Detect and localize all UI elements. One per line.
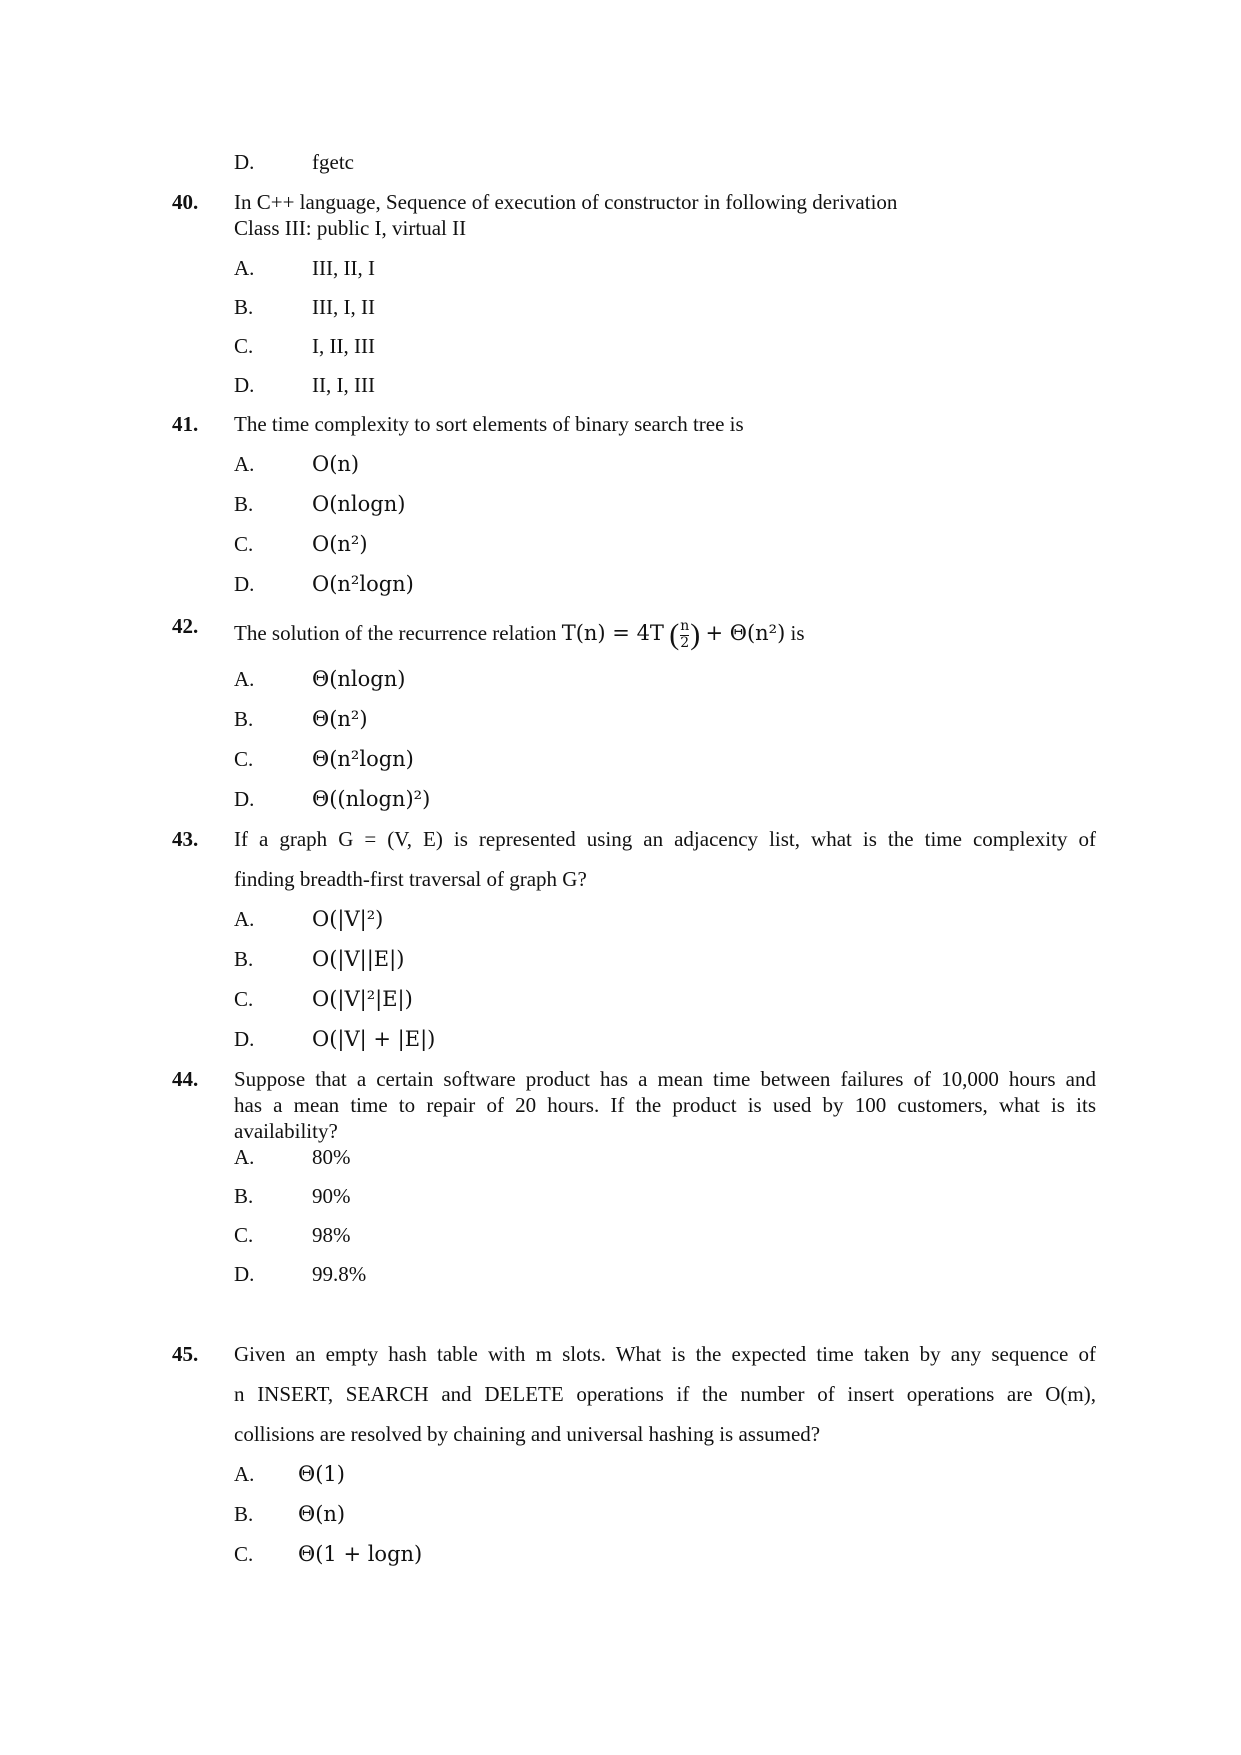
question-text-line: collisions are resolved by chaining and universal hashing is assumed? [234, 1422, 821, 1446]
option-text: Θ((nlogn)²) [312, 787, 431, 811]
option-letter: A. [234, 907, 255, 931]
fraction-numerator: n [680, 618, 690, 635]
question-number: 43. [172, 827, 199, 851]
question-text-line [234, 618, 805, 653]
fraction-denominator: 2 [680, 634, 690, 651]
option-text: Θ(1 + logn) [298, 1542, 423, 1566]
question-text-line: If a graph G = (V, E) is represented using an adjacency list, what is the time complexity of [234, 827, 1096, 851]
question-number: 40. [172, 190, 199, 214]
question-number: 44. [172, 1067, 199, 1091]
option-text: II, I, III [312, 373, 375, 397]
question-number: 41. [172, 412, 199, 436]
option-text: O(n²logn) [312, 572, 414, 596]
option-text: Θ(n) [298, 1502, 346, 1526]
question-text: is [785, 621, 805, 646]
fraction [680, 619, 689, 651]
option-letter: D. [234, 373, 255, 397]
recurrence-lhs: T(n) = 4T [561, 621, 664, 646]
option-text: Θ(nlogn) [312, 667, 406, 691]
option-letter: D. [234, 572, 255, 596]
option-text: O(|V|²) [312, 907, 384, 931]
option-text: Θ(n²) [312, 707, 368, 731]
option-letter: D. [234, 150, 255, 174]
option-letter: B. [234, 1184, 254, 1208]
question-text-line: availability? [234, 1119, 338, 1143]
question-text-line: Given an empty hash table with m slots. What is the expected time taken by any sequence of [234, 1342, 1096, 1366]
question-text-line: Class III: public I, virtual II [234, 216, 467, 240]
option-letter: A. [234, 1462, 255, 1486]
option-letter: D. [234, 1262, 255, 1286]
option-text: III, I, II [312, 295, 375, 319]
option-text: I, II, III [312, 334, 375, 358]
option-letter: C. [234, 1223, 254, 1247]
option-text: fgetc [312, 150, 354, 174]
option-text: O(|V|²|E|) [312, 987, 413, 1011]
option-letter: B. [234, 947, 254, 971]
option-letter: D. [234, 787, 255, 811]
question-text-line: Suppose that a certain software product has a mean time between failures of 10,000 hours and [234, 1067, 1096, 1091]
option-text: O(|V| + |E|) [312, 1027, 436, 1051]
question-number: 45. [172, 1342, 199, 1366]
option-text: 99.8% [312, 1262, 367, 1286]
option-text: O(nlogn) [312, 492, 406, 516]
right-paren: ) [690, 618, 701, 651]
option-letter: B. [234, 295, 254, 319]
option-letter: A. [234, 667, 255, 691]
option-letter: C. [234, 987, 254, 1011]
question-text-line: In C++ language, Sequence of execution of constructor in following derivation [234, 190, 898, 214]
question-text-line: has a mean time to repair of 20 hours. If the product is used by 100 customers, what is its [234, 1093, 1096, 1117]
option-letter: D. [234, 1027, 255, 1051]
option-text: 98% [312, 1223, 351, 1247]
recurrence-rhs: + Θ(n²) [705, 621, 786, 646]
option-letter: B. [234, 707, 254, 731]
option-text: O(|V||E|) [312, 947, 405, 971]
option-text: Θ(n²logn) [312, 747, 414, 771]
option-text: Θ(1) [298, 1462, 345, 1486]
option-letter: A. [234, 452, 255, 476]
question-text: The solution of the recurrence relation [234, 621, 562, 646]
question-number: 42. [172, 614, 199, 638]
option-letter: C. [234, 747, 254, 771]
option-text: O(n) [312, 452, 360, 476]
option-text: 80% [312, 1145, 351, 1169]
option-letter: C. [234, 1542, 254, 1566]
option-letter: A. [234, 1145, 255, 1169]
option-text: O(n²) [312, 532, 368, 556]
option-letter: C. [234, 532, 254, 556]
option-letter: C. [234, 334, 254, 358]
question-text-line: n INSERT, SEARCH and DELETE operations if the number of insert operations are O(m), [234, 1382, 1096, 1406]
option-letter: B. [234, 492, 254, 516]
left-paren: ( [669, 618, 680, 651]
question-text-line: The time complexity to sort elements of binary search tree is [234, 412, 744, 436]
option-letter: A. [234, 256, 255, 280]
option-text: III, II, I [312, 256, 375, 280]
question-text-line: finding breadth-first traversal of graph G? [234, 867, 587, 891]
option-letter: B. [234, 1502, 254, 1526]
option-text: 90% [312, 1184, 351, 1208]
